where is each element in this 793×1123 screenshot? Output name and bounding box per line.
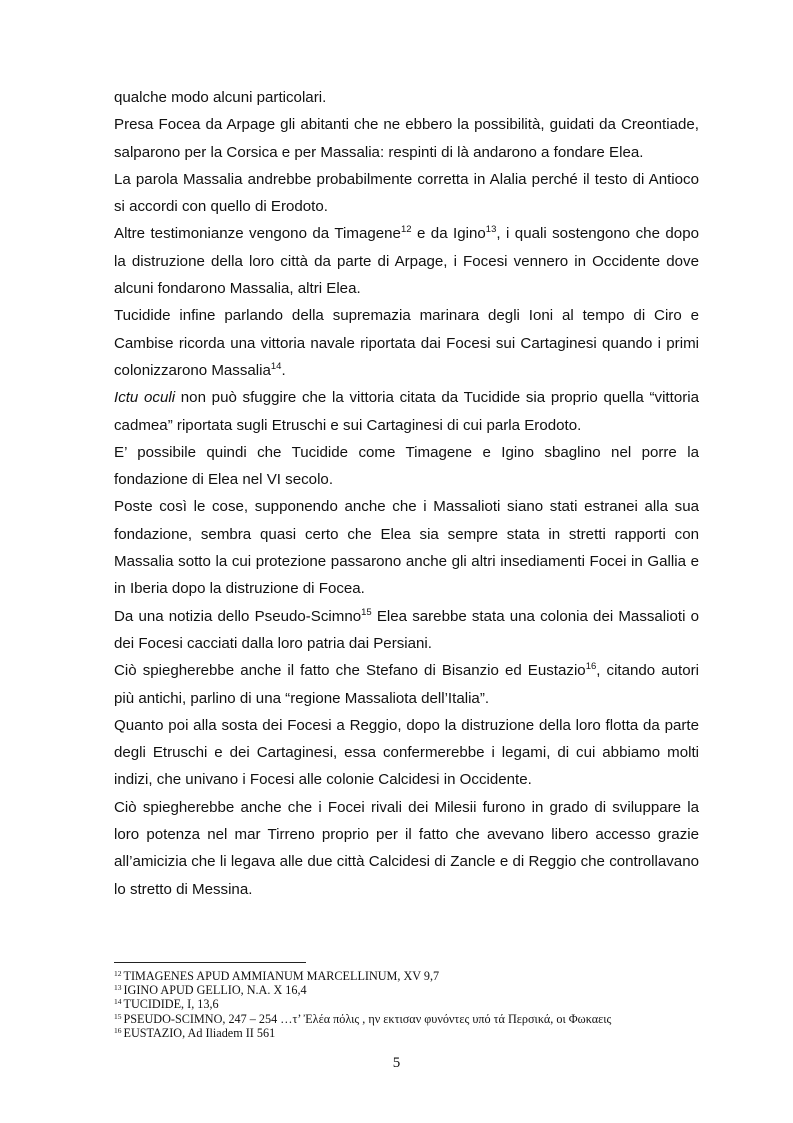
body-text: [114, 84, 699, 903]
page-number: 5: [392, 1055, 401, 1071]
footnote: [114, 1026, 714, 1040]
paragraph: [114, 302, 699, 384]
footnote-text: EUSTAZIO, Ad Iliadem II 561: [123, 1025, 276, 1040]
footnote-text: IGINO APUD GELLIO, N.A. X 16,4: [123, 983, 307, 998]
text-run: Elea sarebbe stata una colonia dei Massalioti o dei Focesi cacciati dalla loro patria dai Persiani.: [114, 607, 699, 652]
footnote: [114, 983, 714, 997]
footnotes: [114, 969, 714, 1040]
italic-phrase: Ictu oculi: [114, 389, 176, 407]
paragraph: qualche modo alcuni particolari.: [114, 89, 327, 106]
footnote-number: 16: [114, 1025, 122, 1035]
footnote-number: 15: [114, 1011, 122, 1021]
footnote: [114, 1012, 714, 1026]
text-run: , citando autori più antichi, parlino di una “regione Massaliota dell’Italia”.: [114, 662, 700, 707]
footnote-separator: [114, 962, 306, 963]
footnote-ref: 13: [485, 224, 497, 236]
footnote: [114, 997, 714, 1011]
footnote-number: 14: [114, 997, 122, 1007]
footnote-ref: 15: [361, 606, 372, 618]
text-run: Ciò spiegherebbe anche il fatto che Stefano di Bisanzio ed Eustazio: [114, 662, 586, 680]
footnote-ref: 12: [400, 224, 412, 236]
footnote: [114, 969, 714, 983]
text-run: Altre testimonianze vengono da Timagene: [114, 225, 401, 243]
paragraph: [114, 384, 699, 439]
footnote-ref: 16: [585, 661, 597, 673]
paragraph: Quanto poi alla sosta dei Focesi a Reggio, dopo la distruzione della loro flotta da parte degli Etruschi e dei Cartaginesi, essa confermerebbe i legami, di cui abbiamo molti indizi, che univano i Focesi alle colonie Calcidesi in Occidente.: [114, 716, 699, 789]
text-run: Da una notizia dello Pseudo-Scimno: [114, 607, 362, 625]
text-run: e da Igino: [411, 225, 486, 243]
footnote-number: 13: [114, 983, 122, 993]
paragraph: [114, 603, 699, 658]
text-run: Tucidide infine parlando della supremazia marinara degli Ioni al tempo di Ciro e Cambise ricorda una vittoria navale riportata dai Focesi sui Cartaginesi quando i primi colonizzarono Massalia: [114, 307, 699, 379]
footnote-text: TUCIDIDE, I, 13,6: [123, 997, 219, 1012]
paragraph: La parola Massalia andrebbe probabilmente corretta in Alalia perché il testo di Antioco si accordi con quello di Erodoto.: [114, 170, 699, 216]
footnote-text: TIMAGENES APUD AMMIANUM MARCELLINUM, XV 9,7: [123, 969, 440, 983]
paragraph: E’ possibile quindi che Tucidide come Timagene e Igino sbaglino nel porre la fondazione di Elea nel VI secolo.: [114, 443, 699, 489]
text-run: .: [281, 361, 286, 379]
text-run: , i quali sostengono che dopo la distruzione della loro città da parte di Arpage, i Focesi vennero in Occidente dove alcuni fondarono Massalia, altri Elea.: [114, 225, 699, 298]
footnote-text: PSEUDO-SCIMNO, 247 – 254 …τ’ Ἐλέα πόλις , ην εκτισαν φυνόντες υπό τά Περσικά, οι Φωκαεις: [123, 1011, 612, 1026]
footnote-ref: 14: [270, 360, 282, 372]
paragraph: [114, 220, 699, 302]
paragraph: Presa Focea da Arpage gli abitanti che ne ebbero la possibilità, guidati da Creontiade, salparono per la Corsica e per Massalia: respinti di là andarono a fondare Elea.: [114, 116, 699, 161]
paragraph: Ciò spiegherebbe anche che i Focei rivali dei Milesii furono in grado di sviluppare la loro potenza nel mar Tirreno proprio per il fatto che avevano libero accesso grazie all’amicizia che li legava alle due città Calcidesi di Zancle e di Reggio che controllavano lo stretto di Messina.: [114, 798, 699, 898]
text-run: non può sfuggire che la vittoria citata da Tucidide sia proprio quella “vittoria cadmea” riportata sugli Etruschi e sui Cartaginesi di cui parla Erodoto.: [114, 389, 699, 434]
footnote-number: 12: [114, 969, 122, 978]
paragraph: Poste così le cose, supponendo anche che i Massalioti siano stati estranei alla sua fondazione, sembra quasi certo che Elea sia sempre stata in stretti rapporti con Massalia sotto la cui protezione passarono anche gli altri insediamenti Focei in Gallia e in Iberia dopo la distruzione di Focea.: [114, 498, 699, 598]
paragraph: [114, 657, 699, 712]
